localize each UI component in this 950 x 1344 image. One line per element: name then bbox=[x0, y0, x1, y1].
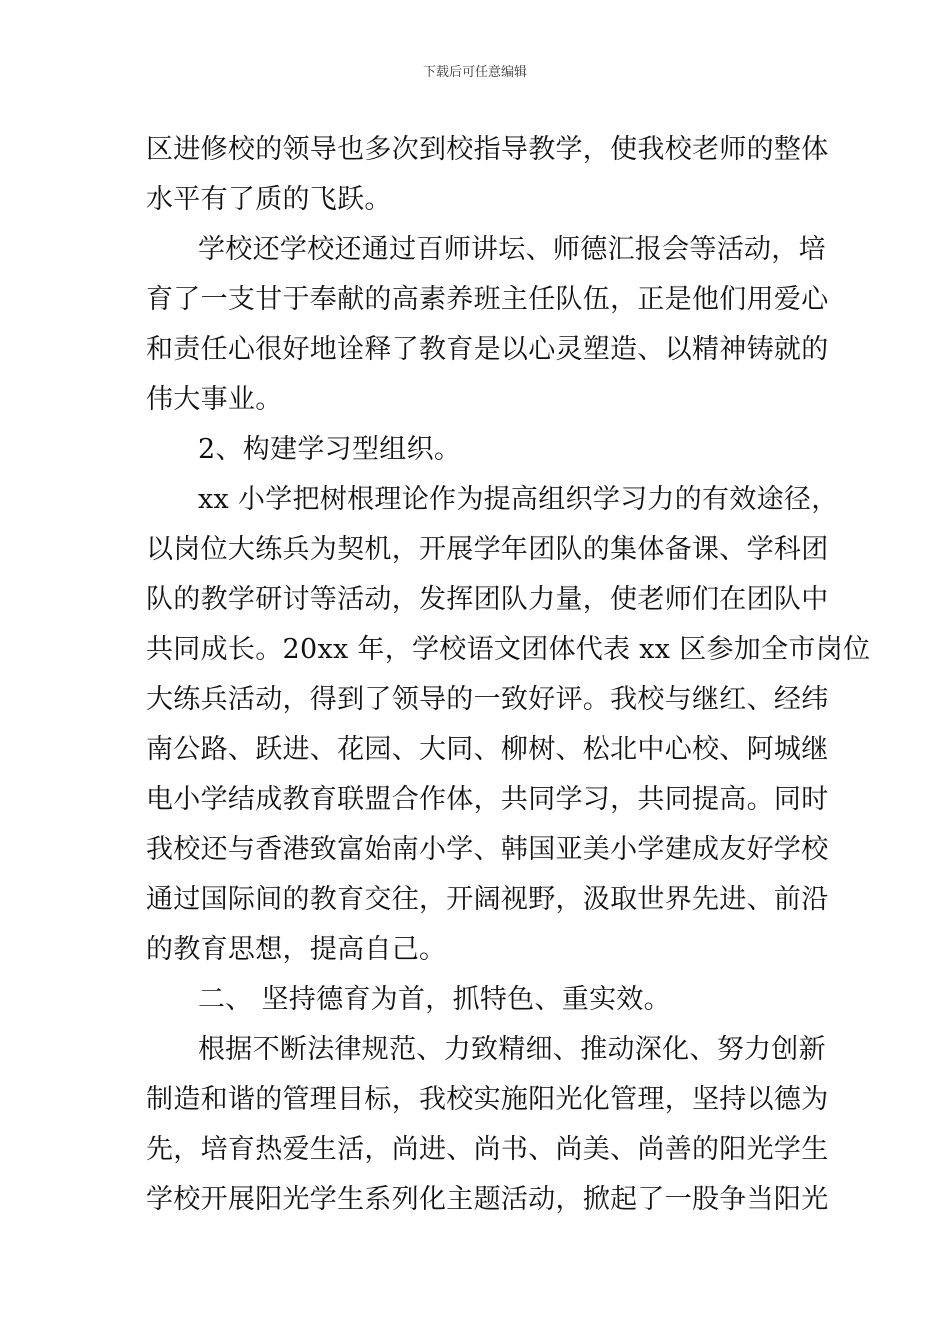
text-line: xx 小学把树根理论作为提高组织学习力的有效途径， bbox=[198, 484, 839, 515]
text-line: 学校还学校还通过百师讲坛、师德汇报会等活动，培 bbox=[198, 234, 826, 265]
text-line: 电小学结成教育联盟合作体，共同学习，共同提高。同时 bbox=[146, 784, 829, 815]
section-heading: 二、 坚持德育为首，抓特色、重实效。 bbox=[198, 984, 671, 1015]
text-line: 和责任心很好地诠释了教育是以心灵塑造、以精神铸就的 bbox=[146, 334, 829, 365]
text-line: 制造和谐的管理目标，我校实施阳光化管理，坚持以德为 bbox=[146, 1084, 829, 1115]
text-line: 大练兵活动，得到了领导的一致好评。我校与继红、经纬 bbox=[146, 684, 829, 715]
text-line: 伟大事业。 bbox=[146, 384, 283, 415]
text-line: 根据不断法律规范、力致精细、推动深化、努力创新 bbox=[198, 1034, 826, 1065]
text-line: 通过国际间的教育交往，开阔视野，汲取世界先进、前沿 bbox=[146, 884, 829, 915]
text-line: 水平有了质的飞跃。 bbox=[146, 184, 392, 215]
text-line: 队的教学研讨等活动，发挥团队力量，使老师们在团队中 bbox=[146, 584, 829, 615]
text-line: 南公路、跃进、花园、大同、柳树、松北中心校、阿城继 bbox=[146, 734, 829, 765]
text-line: 区进修校的领导也多次到校指导教学，使我校老师的整体 bbox=[146, 134, 829, 165]
text-line: 的教育思想，提高自己。 bbox=[146, 934, 447, 965]
text-line: 我校还与香港致富始南小学、韩国亚美小学建成友好学校 bbox=[146, 834, 829, 865]
text-line: 先，培育热爱生活，尚进、尚书、尚美、尚善的阳光学生 bbox=[146, 1134, 829, 1165]
text-line: 育了一支甘于奉献的高素养班主任队伍，正是他们用爱心 bbox=[146, 284, 829, 315]
text-line: 共同成长。20xx 年，学校语文团体代表 xx 区参加全市岗位 bbox=[146, 634, 871, 665]
text-line: 以岗位大练兵为契机，开展学年团队的集体备课、学科团 bbox=[146, 534, 829, 565]
section-heading: 2、构建学习型组织。 bbox=[198, 434, 462, 465]
text-line: 学校开展阳光学生系列化主题活动，掀起了一股争当阳光 bbox=[146, 1184, 829, 1215]
page-header-note: 下载后可任意编辑 bbox=[422, 65, 527, 80]
